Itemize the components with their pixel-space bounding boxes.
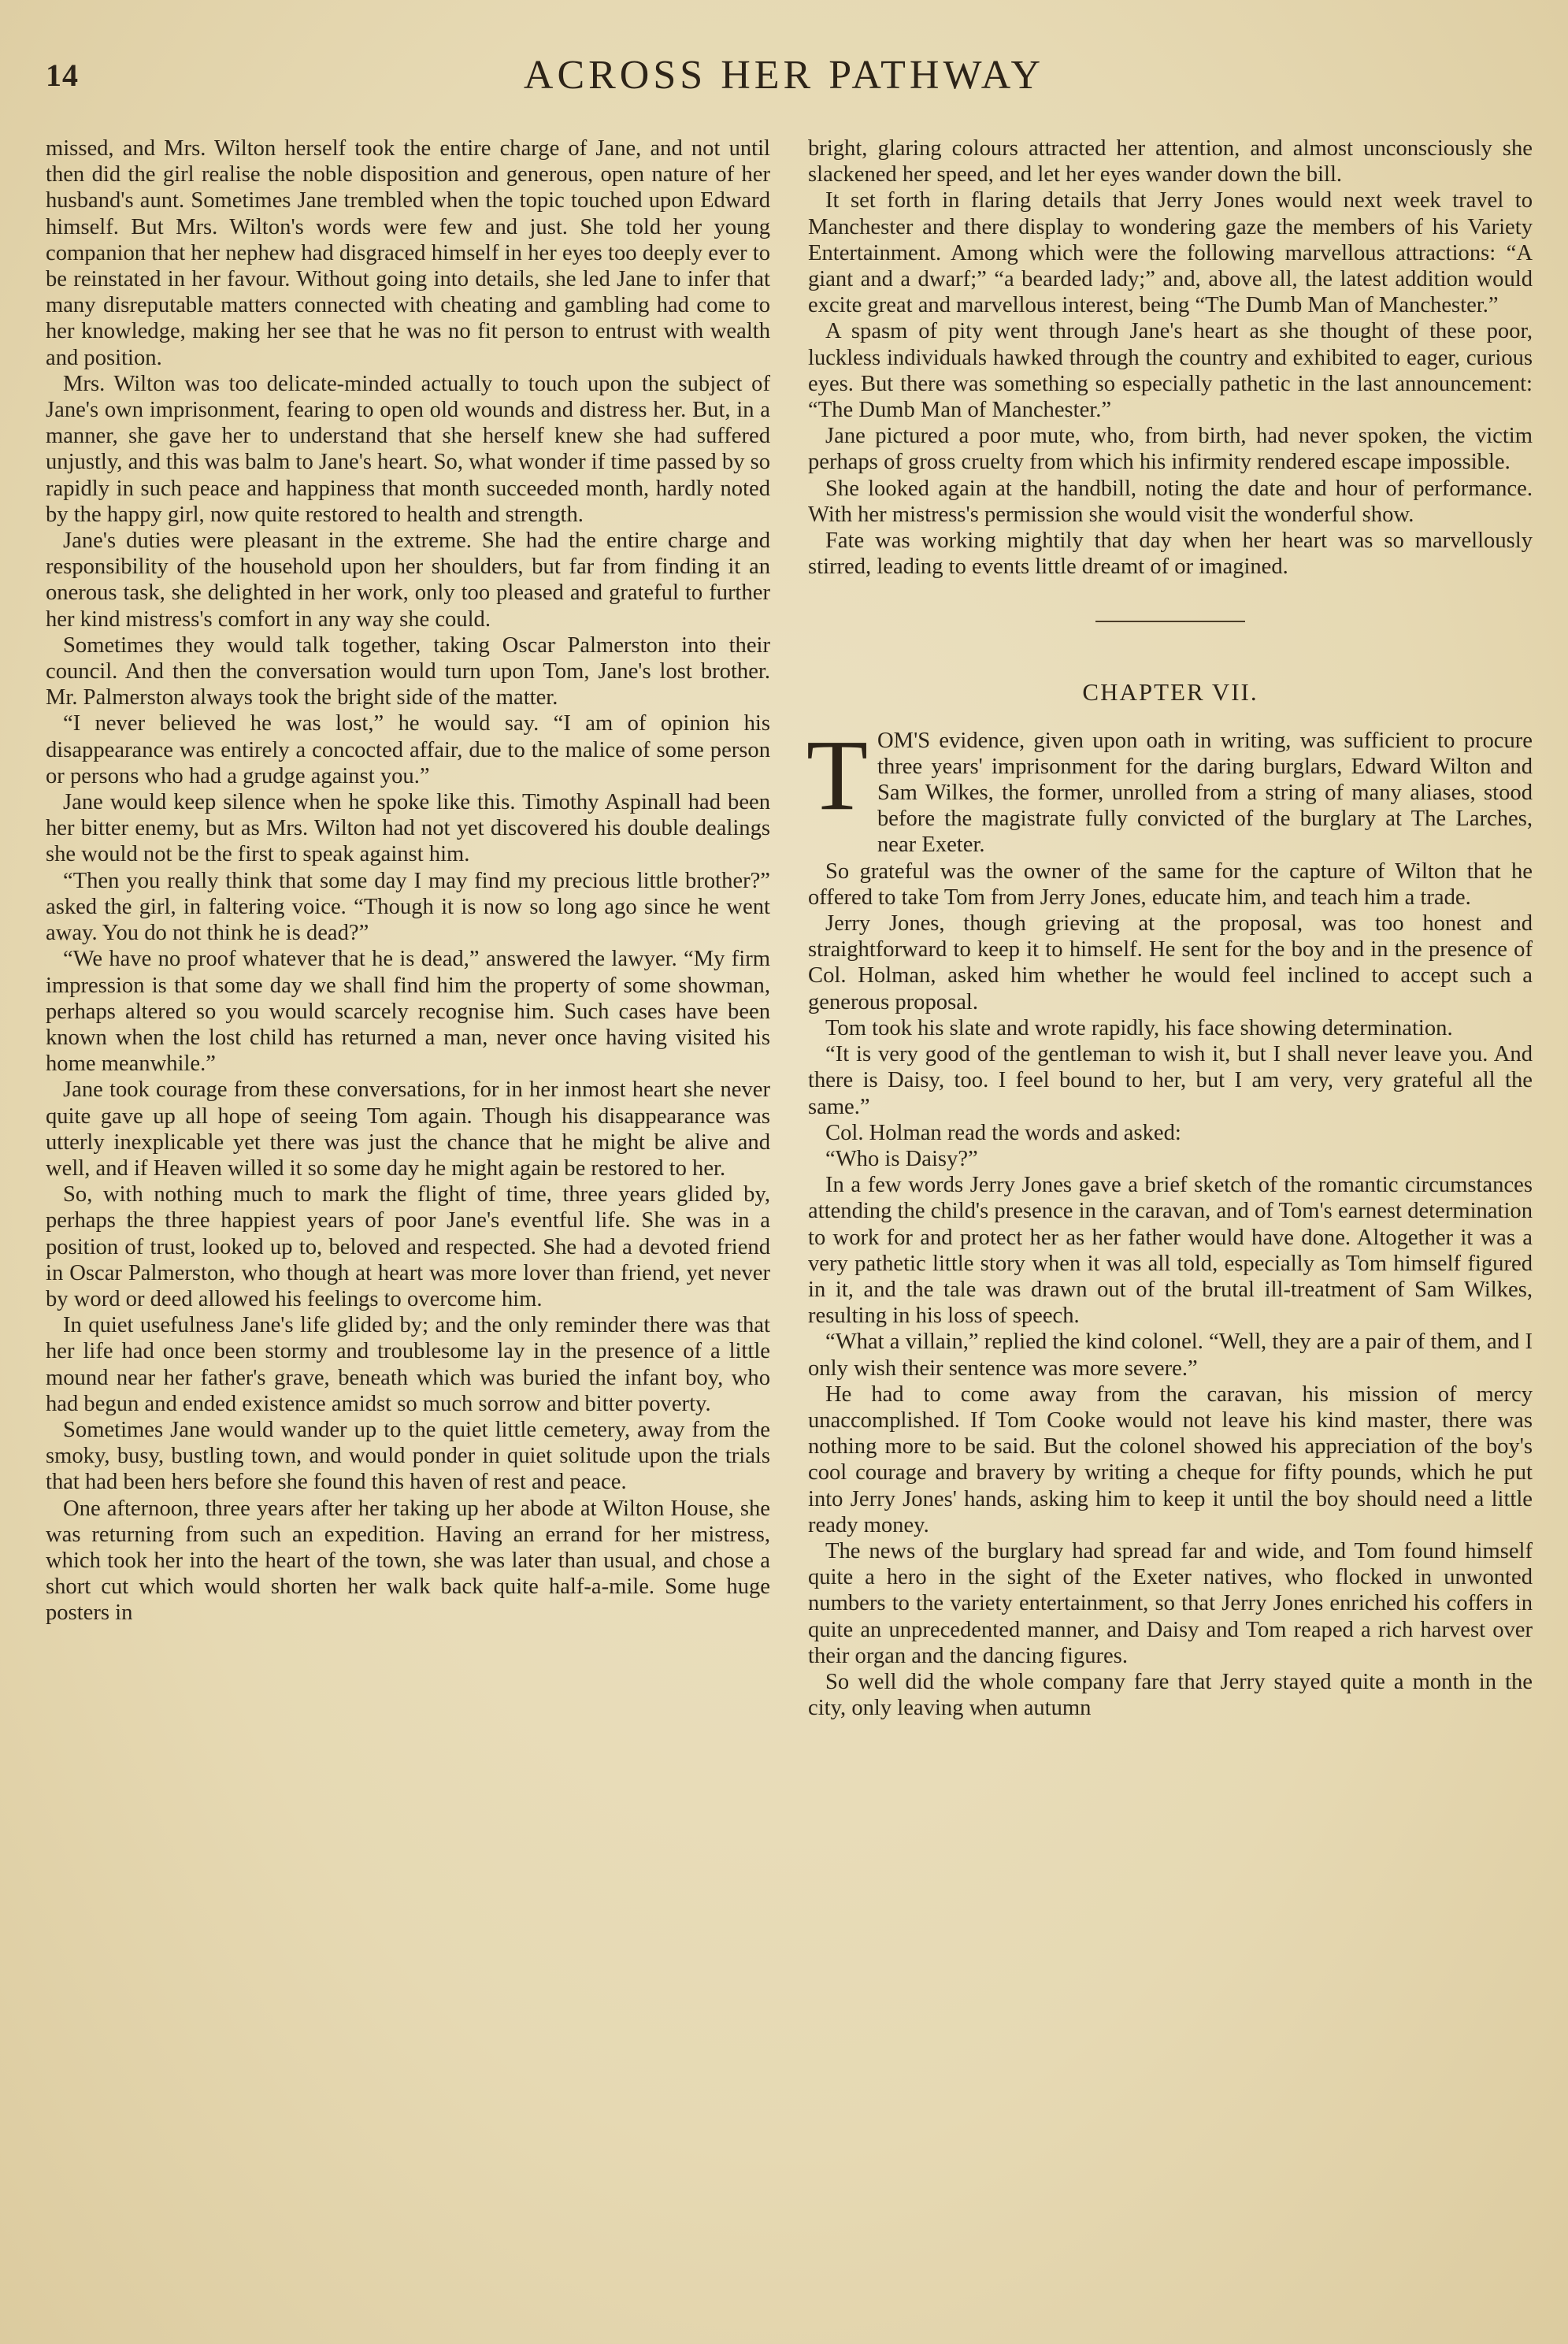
- paragraph: Fate was working mightily that day when her heart was so marvellously stirred, leading to events little dreamt of or imagined.: [808, 529, 1533, 580]
- paragraph: OM'S evidence, given upon oath in writing, was sufficient to procure three years' imprisonment for the daring burglars, Edward Wilton and Sam Wilkes, the former, unrolled from a string of many aliases, stood before the magistrate fully convicted of the burglary at The Larches, near Exeter.: [877, 728, 1533, 858]
- paragraph: Jerry Jones, though grieving at the proposal, was too honest and straightforward to keep it to himself. He sent for the boy and in the presence of Col. Holman, asked him whether he would feel inclined to accept such a generous proposal.: [808, 911, 1533, 1014]
- paragraph: He had to come away from the caravan, his mission of mercy unaccomplished. If Tom Cooke would not leave his kind master, there was nothing more to be said. But the colonel showed his appreciation of the boy's cool courage and bravery by writing a cheque for fifty pounds, which he put into Jerry Jones' hands, asking him to keep it until the boy should need a little ready money.: [808, 1382, 1533, 1537]
- paragraph: One afternoon, three years after her taking up her abode at Wilton House, she was returning from such an expedition. Having an errand for her mistress, which took her into the heart of the town, she was later than usual, and chose a short cut which would shorten her walk back quite half-a-mile. Some huge posters in: [46, 1496, 770, 1626]
- paragraph: “We have no proof whatever that he is dead,” answered the lawyer. “My firm impression is that some day we shall find him the property of some showman, perhaps altered so you would scarcely recognise him. Such cases have been known when the lost child has returned a man, never once having visited his home meanwhile.”: [46, 947, 770, 1077]
- paragraph: She looked again at the handbill, noting the date and hour of performance. With her mistress's permission she would visit the wonderful show.: [808, 476, 1533, 527]
- right-column: [808, 135, 1533, 1721]
- paragraph: Sometimes Jane would wander up to the quiet little cemetery, away from the smoky, busy, bustling town, and would ponder in quiet solitude upon the trials that had been hers before she found this haven of rest and peace.: [46, 1417, 770, 1495]
- paragraph: Jane would keep silence when he spoke like this. Timothy Aspinall had been her bitter enemy, but as Mrs. Wilton had not yet discovered his double dealings she would not be the first to speak against him.: [46, 790, 770, 867]
- paragraph: “Then you really think that some day I may find my precious little brother?” asked the girl, in faltering voice. “Though it is now so long ago since he went away. You do not think he is dead?”: [46, 868, 770, 946]
- paragraph: Mrs. Wilton was too delicate-minded actually to touch upon the subject of Jane's own imprisonment, fearing to open old wounds and distress her. But, in a manner, she gave her to understand that she herself knew she had suffered unjustly, and this was balm to Jane's heart. So, what wonder if time passed by so rapidly in such peace and happiness that month succeeded month, hardly noted by the happy girl, now quite restored to health and strength.: [46, 371, 770, 527]
- paragraph: “What a villain,” replied the kind colonel. “Well, they are a pair of them, and I only wish their sentence was more severe.”: [808, 1330, 1533, 1381]
- drop-cap: T: [806, 718, 869, 831]
- paragraph: Tom took his slate and wrote rapidly, his face showing determination.: [825, 1015, 1453, 1040]
- paragraph: “Who is Daisy?”: [825, 1146, 978, 1171]
- running-title: ACROSS HER PATHWAY: [523, 53, 1045, 98]
- chapter-title: CHAPTER VII.: [1082, 678, 1258, 707]
- paragraph: In a few words Jerry Jones gave a brief sketch of the romantic circumstances attending the child's presence in the caravan, and of Tom's earnest determination to work for and protect her as her father would have done. Altogether it was a very pathetic little story when it was all told, especially as Tom himself figured in it, and the tale was drawn out of the brutal ill-treatment of Sam Wilkes, resulting in his loss of speech.: [808, 1173, 1533, 1329]
- paragraph: Jane pictured a poor mute, who, from birth, had never spoken, the victim perhaps of gross cruelty from which his infirmity rendered escape impossible.: [808, 424, 1533, 475]
- paragraph: Jane's duties were pleasant in the extreme. She had the entire charge and responsibility of the household upon her shoulders, but far from finding it an onerous task, she delighted in her work, only too pleased and grateful to further her kind mistress's comfort in any way she could.: [46, 529, 770, 632]
- paragraph: “I never believed he was lost,” he would say. “I am of opinion his disappearance was entirely a concocted affair, due to the malice of some person or persons who had a grudge against you.”: [46, 711, 770, 788]
- section-divider: [1095, 621, 1245, 622]
- paragraph: bright, glaring colours attracted her attention, and almost unconsciously she slackened her speed, and let her eyes wander down the bill.: [808, 136, 1533, 187]
- paragraph: Jane took courage from these conversations, for in her inmost heart she never quite gave up all hope of seeing Tom again. Though his disappearance was utterly inexplicable yet there was just the chance that he might be alive and well, and if Heaven willed it so some day he might again be restored to her.: [46, 1077, 770, 1181]
- paragraph: So grateful was the owner of the same for the capture of Wilton that he offered to take Tom from Jerry Jones, educate him, and teach him a trade.: [808, 859, 1533, 910]
- paragraph: It set forth in flaring details that Jerry Jones would next week travel to Manchester and there display to wondering gaze the members of his Variety Entertainment. Among which were the following marvellous attractions: “A giant and a dwarf;” “a bearded lady;” and, above all, the latest addition would excite great and marvellous interest, being “The Dumb Man of Manchester.”: [808, 188, 1533, 318]
- paragraph: “It is very good of the gentleman to wish it, but I shall never leave you. And there is Daisy, too. I feel bound to her, but I am very, very grateful all the same.”: [808, 1042, 1533, 1119]
- paragraph: The news of the burglary had spread far and wide, and Tom found himself quite a hero in the sight of the Exeter natives, who flocked in unwonted numbers to the variety entertainment, so that Jerry Jones enriched his coffers in quite an unprecedented manner, and Daisy and Tom reaped a rich harvest over their organ and the dancing figures.: [808, 1538, 1533, 1668]
- paragraph: In quiet usefulness Jane's life glided by; and the only reminder there was that her life had once been stormy and troublesome lay in the presence of a little mound near her father's grave, beneath which was buried the infant boy, who had begun and ended existence amidst so much sorrow and bitter poverty.: [46, 1313, 770, 1416]
- paragraph: missed, and Mrs. Wilton herself took the entire charge of Jane, and not until then did the girl realise the noble disposition and generous, open nature of her husband's aunt. Sometimes Jane trembled when the topic touched upon Edward himself. But Mrs. Wilton's words were few and just. She told her young companion that her nephew had disgraced himself in her eyes too deeply ever to be reinstated in her favour. Without going into details, she led Jane to infer that many disreputable matters connected with cheating and gambling had come to her knowledge, making her see that he was no fit person to entrust with wealth and position.: [46, 136, 770, 370]
- paragraph: Sometimes they would talk together, taking Oscar Palmerston into their council. And then the conversation would turn upon Tom, Jane's lost brother. Mr. Palmerston always took the bright side of the matter.: [46, 632, 770, 710]
- paragraph: Col. Holman read the words and asked:: [825, 1120, 1181, 1145]
- left-column: [46, 135, 770, 1626]
- paragraph: So well did the whole company fare that Jerry stayed quite a month in the city, only leaving when autumn: [808, 1669, 1533, 1721]
- page-number: 14: [46, 57, 79, 93]
- paragraph: So, with nothing much to mark the flight of time, three years glided by, perhaps the three happiest years of poor Jane's eventful life. She was in a position of trust, looked up to, beloved and respected. She had a devoted friend in Oscar Palmerston, who though at heart was more lover than friend, yet never by word or deed allowed his feelings to overcome him.: [46, 1182, 770, 1311]
- chapter-opening: [806, 718, 1533, 859]
- paragraph: A spasm of pity went through Jane's heart as she thought of these poor, luckless individuals hawked through the country and exhibited to eager, curious eyes. But there was something so especially pathetic in the last announcement: “The Dumb Man of Manchester.”: [808, 319, 1533, 423]
